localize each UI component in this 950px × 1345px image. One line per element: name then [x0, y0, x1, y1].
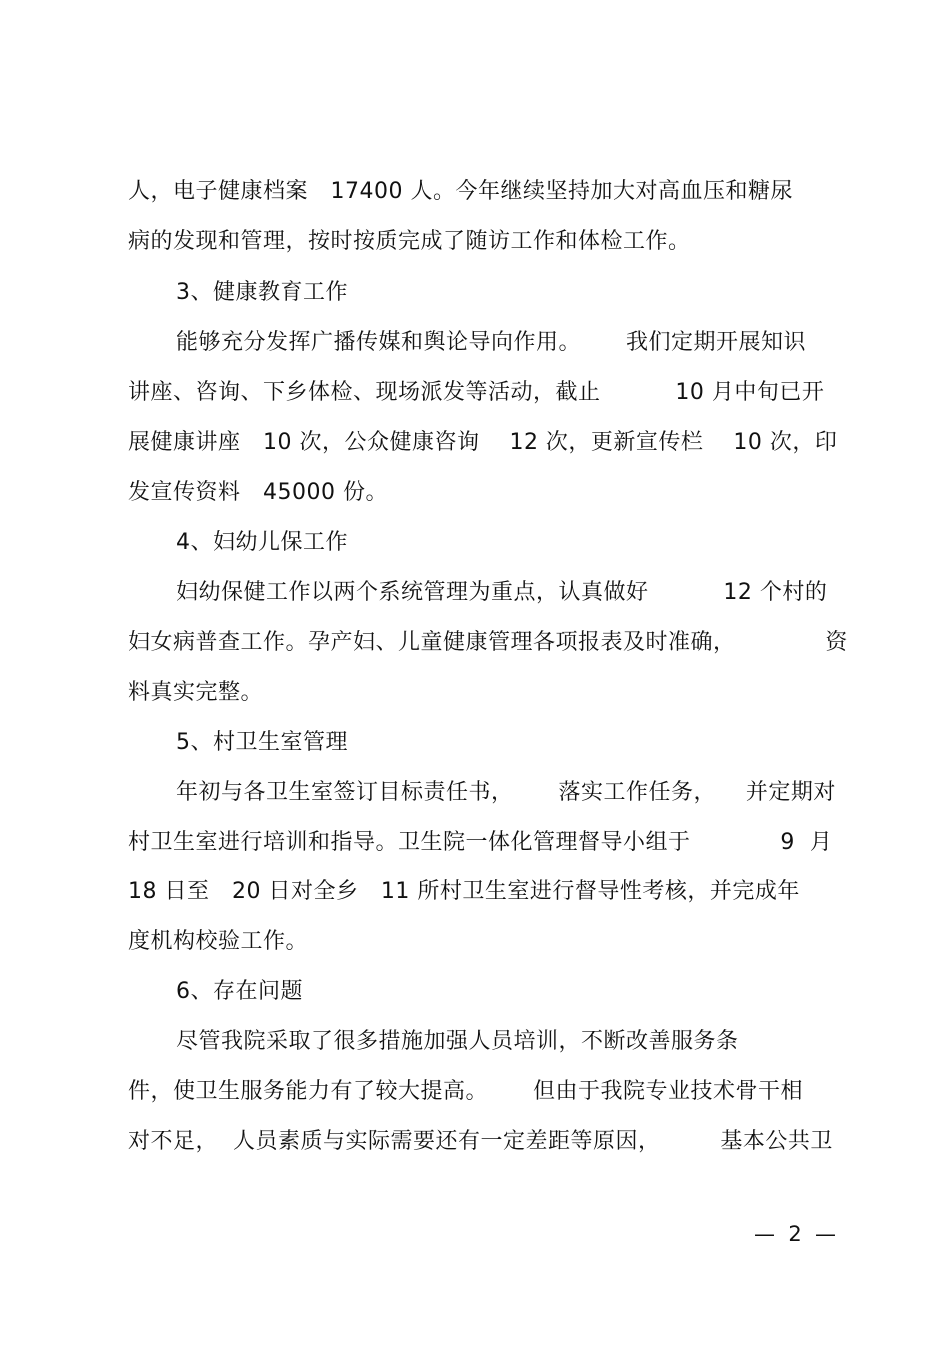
paragraph-line: 村卫生室进行培训和指导。卫生院一体化管理督导小组于 9 月	[128, 830, 833, 855]
paragraph-line: 发宣传资料 45000 份。	[128, 480, 388, 505]
section-heading: 6、存在问题	[176, 979, 303, 1004]
paragraph-line: 妇女病普查工作。孕产妇、儿童健康管理各项报表及时准确， 资	[128, 630, 848, 655]
paragraph-line: 展健康讲座 10 次，公众健康咨询 12 次，更新宣传栏 10 次，印	[128, 430, 838, 455]
paragraph-line: 能够充分发挥广播传媒和舆论导向作用。 我们定期开展知识	[176, 330, 806, 355]
paragraph-line: 人，电子健康档案 17400 人。今年继续坚持加大对高血压和糖尿	[128, 179, 793, 204]
paragraph-line: 尽管我院采取了很多措施加强人员培训，不断改善服务条	[176, 1029, 739, 1054]
paragraph-line: 妇幼保健工作以两个系统管理为重点，认真做好 12 个村的	[176, 580, 828, 605]
section-heading: 4、妇幼儿保工作	[176, 530, 348, 555]
paragraph-line: 料真实完整。	[128, 680, 264, 705]
page-number: — 2 —	[754, 1222, 837, 1246]
section-heading: 5、村卫生室管理	[176, 730, 348, 755]
paragraph-line: 度机构校验工作。	[128, 929, 309, 954]
paragraph-line: 18 日至 20 日对全乡 11 所村卫生室进行督导性考核，并完成年	[128, 879, 800, 904]
paragraph-line: 件，使卫生服务能力有了较大提高。 但由于我院专业技术骨干相	[128, 1079, 803, 1104]
paragraph-line: 讲座、咨询、下乡体检、现场派发等活动，截止 10 月中旬已开	[128, 380, 825, 405]
paragraph-line: 对不足， 人员素质与实际需要还有一定差距等原因， 基本公共卫	[128, 1129, 833, 1154]
paragraph-line: 年初与各卫生室签订目标责任书， 落实工作任务， 并定期对	[176, 780, 836, 805]
paragraph-line: 病的发现和管理，按时按质完成了随访工作和体检工作。	[128, 229, 691, 254]
section-heading: 3、健康教育工作	[176, 280, 348, 305]
